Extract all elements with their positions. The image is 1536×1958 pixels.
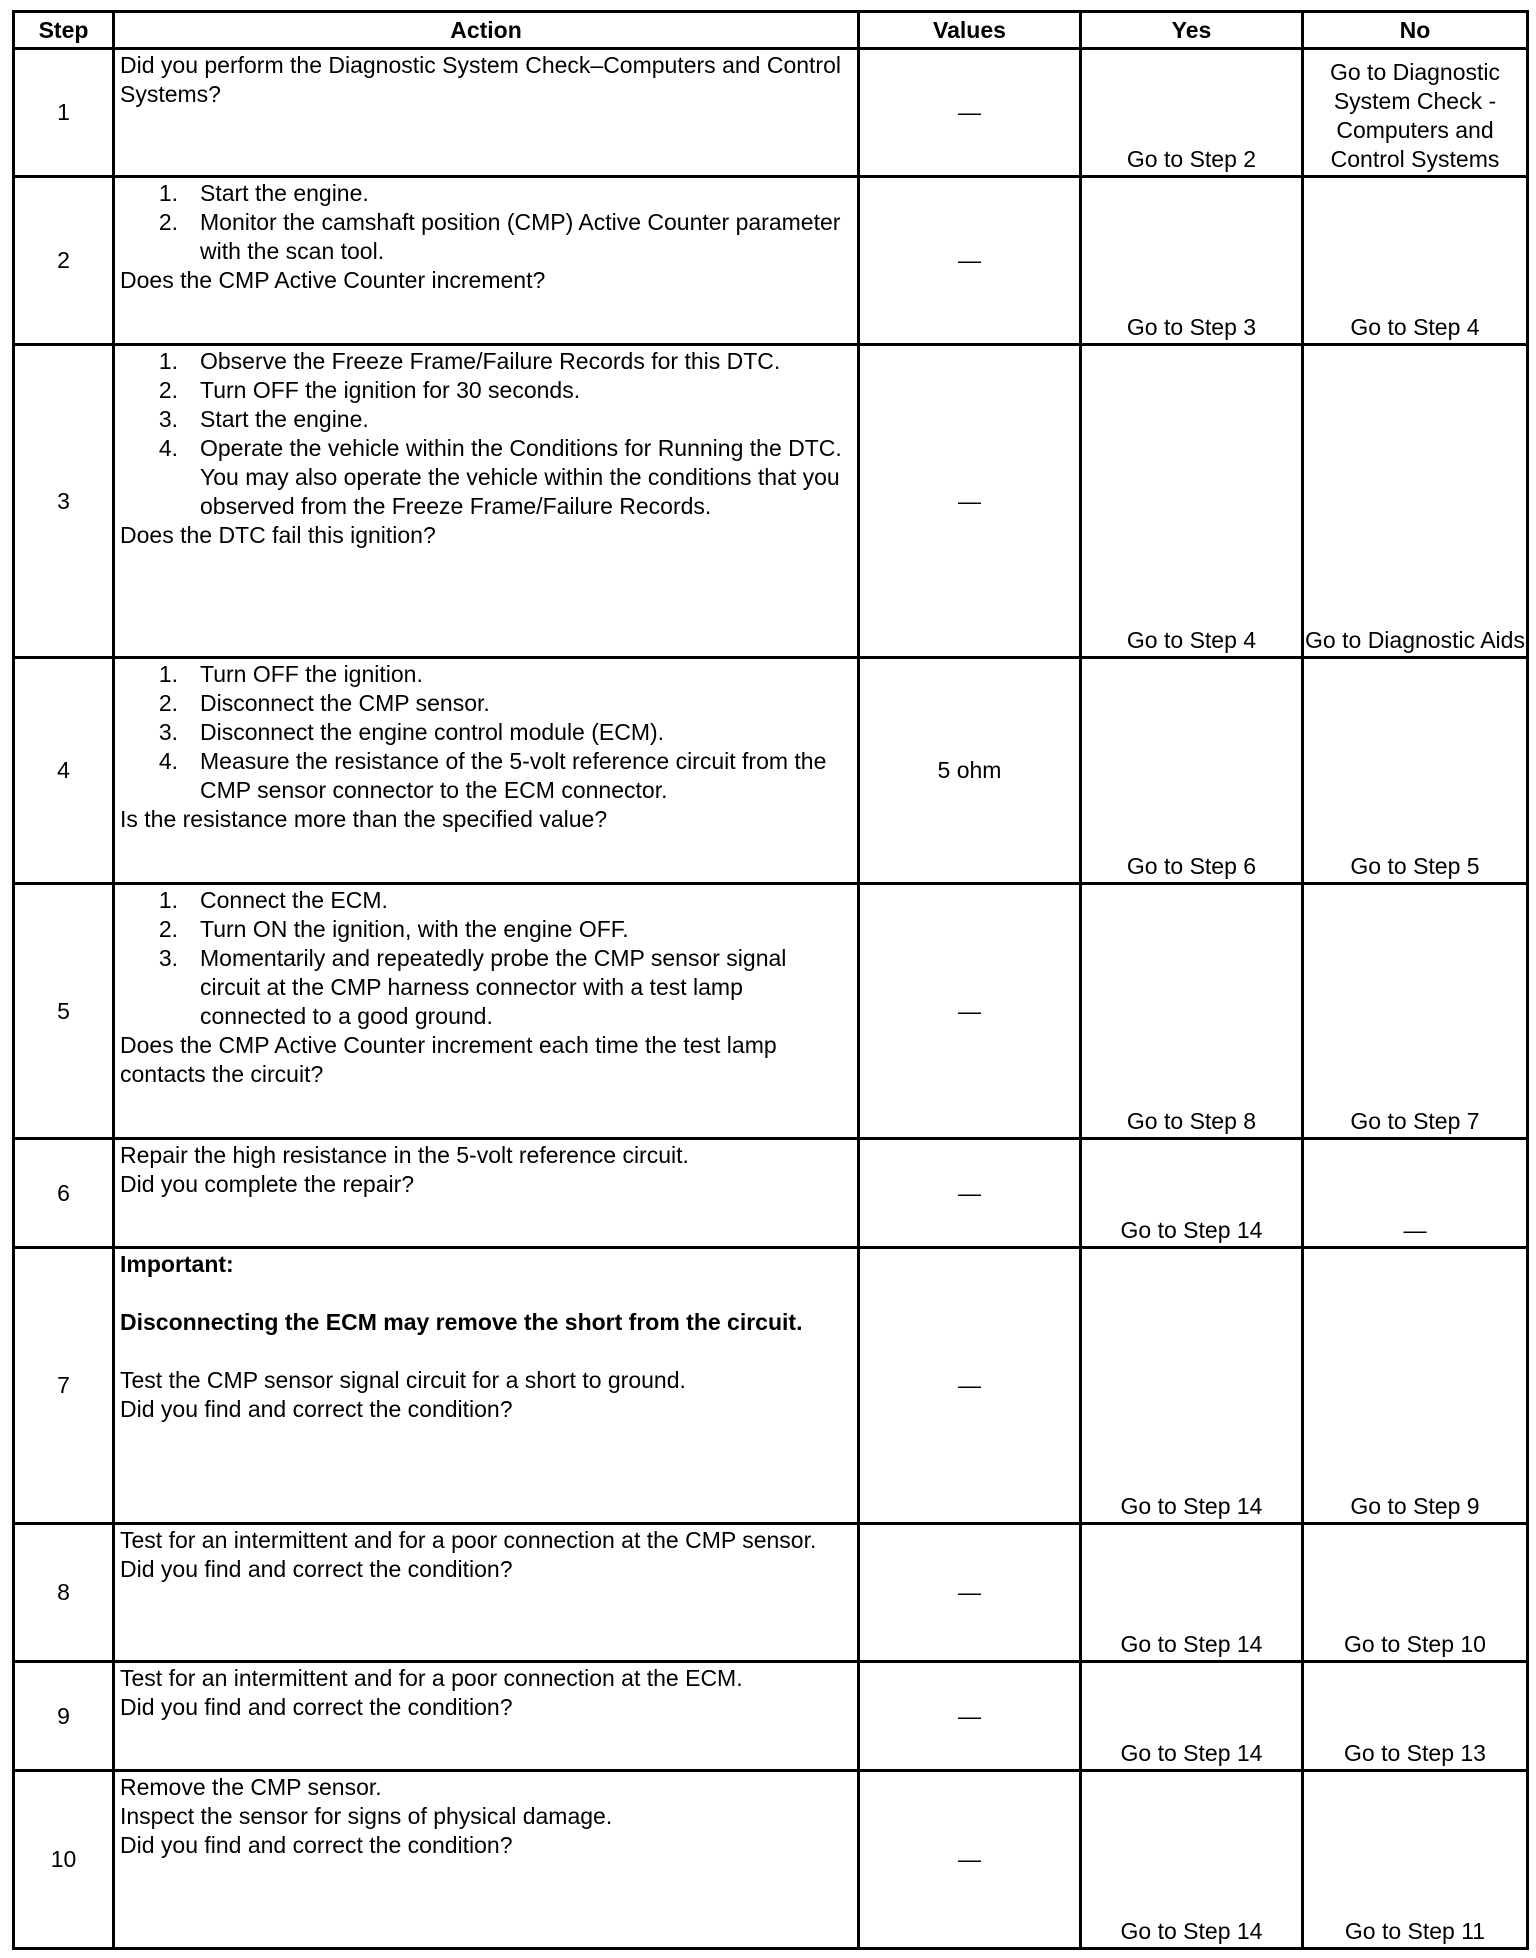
step-number: 8 bbox=[14, 1524, 114, 1662]
important-label: Important: bbox=[120, 1251, 234, 1277]
diagnostic-table bbox=[12, 10, 1529, 1950]
no-cell: Go to Step 13 bbox=[1303, 1662, 1528, 1771]
important-block bbox=[120, 1250, 851, 1395]
list-item: 1. Connect the ECM. bbox=[158, 887, 388, 913]
step-number: 10 bbox=[14, 1771, 114, 1949]
list-item: 1. Turn OFF the ignition. bbox=[158, 661, 423, 687]
step-number: 4 bbox=[14, 658, 114, 884]
action-text: Test the CMP sensor signal circuit for a short to ground. bbox=[120, 1367, 686, 1393]
step-number: 6 bbox=[14, 1139, 114, 1248]
no-cell: Go to Step 7 bbox=[1303, 884, 1528, 1139]
yes-cell: Go to Step 3 bbox=[1081, 177, 1303, 345]
yes-cell: Go to Step 14 bbox=[1081, 1524, 1303, 1662]
table-row bbox=[14, 1662, 1528, 1771]
yes-cell: Go to Step 8 bbox=[1081, 884, 1303, 1139]
no-cell: Go to Diagnostic System Check - Computers and Control Systems bbox=[1303, 49, 1528, 177]
action-question: Did you find and correct the condition? bbox=[120, 1832, 513, 1858]
step-number: 5 bbox=[14, 884, 114, 1139]
value-cell: — bbox=[859, 1139, 1081, 1248]
action-cell bbox=[114, 1662, 859, 1771]
table-row bbox=[14, 1771, 1528, 1949]
yes-cell: Go to Step 14 bbox=[1081, 1139, 1303, 1248]
action-cell bbox=[114, 345, 859, 658]
no-cell: Go to Step 10 bbox=[1303, 1524, 1528, 1662]
step-number: 7 bbox=[14, 1248, 114, 1524]
value-cell: — bbox=[859, 884, 1081, 1139]
action-steps-list bbox=[120, 660, 851, 805]
action-cell bbox=[114, 884, 859, 1139]
no-cell: Go to Step 4 bbox=[1303, 177, 1528, 345]
yes-cell: Go to Step 14 bbox=[1081, 1662, 1303, 1771]
value-cell: — bbox=[859, 1248, 1081, 1524]
action-question: Does the DTC fail this ignition? bbox=[120, 522, 436, 548]
action-question: Does the CMP Active Counter increment each time the test lamp contacts the circuit? bbox=[120, 1032, 777, 1087]
step-number: 3 bbox=[14, 345, 114, 658]
action-steps-list bbox=[120, 347, 851, 521]
list-item: 3. Start the engine. bbox=[158, 406, 369, 432]
list-item: 2. Disconnect the CMP sensor. bbox=[158, 690, 490, 716]
action-steps-list bbox=[120, 179, 851, 266]
important-text: Disconnecting the ECM may remove the short from the circuit. bbox=[120, 1309, 803, 1335]
yes-cell: Go to Step 14 bbox=[1081, 1771, 1303, 1949]
header-step: Step bbox=[14, 12, 114, 49]
action-cell bbox=[114, 49, 859, 177]
table-header-row bbox=[14, 12, 1528, 49]
table-row bbox=[14, 884, 1528, 1139]
action-cell bbox=[114, 177, 859, 345]
action-question: Did you find and correct the condition? bbox=[120, 1556, 513, 1582]
step-number: 9 bbox=[14, 1662, 114, 1771]
action-cell bbox=[114, 1771, 859, 1949]
action-text: Test for an intermittent and for a poor connection at the ECM. bbox=[120, 1665, 743, 1691]
list-item: 2. Monitor the camshaft position (CMP) Active Counter parameter with the scan tool. bbox=[158, 209, 841, 264]
action-cell bbox=[114, 1248, 859, 1524]
table-row bbox=[14, 1139, 1528, 1248]
action-text-inspect: Inspect the sensor for signs of physical damage. bbox=[120, 1803, 613, 1829]
step-number: 1 bbox=[14, 49, 114, 177]
table-row bbox=[14, 177, 1528, 345]
action-question: Did you find and correct the condition? bbox=[120, 1396, 513, 1422]
action-cell bbox=[114, 1139, 859, 1248]
value-cell: — bbox=[859, 1662, 1081, 1771]
action-steps-list bbox=[120, 886, 851, 1031]
action-text: Repair the high resistance in the 5-volt reference circuit. bbox=[120, 1142, 689, 1168]
list-item: 1. Observe the Freeze Frame/Failure Records for this DTC. bbox=[158, 348, 781, 374]
action-question: Did you find and correct the condition? bbox=[120, 1694, 513, 1720]
list-item: 3. Momentarily and repeatedly probe the CMP sensor signal circuit at the CMP harness connector with a test lamp connected to a good ground. bbox=[158, 945, 787, 1029]
table-row bbox=[14, 1524, 1528, 1662]
value-cell: — bbox=[859, 49, 1081, 177]
value-cell: — bbox=[859, 1524, 1081, 1662]
no-cell: Go to Diagnostic Aids bbox=[1303, 345, 1528, 658]
value-cell: — bbox=[859, 177, 1081, 345]
no-cell: Go to Step 11 bbox=[1303, 1771, 1528, 1949]
list-item: 1. Start the engine. bbox=[158, 180, 369, 206]
header-action: Action bbox=[114, 12, 859, 49]
action-text: Did you perform the Diagnostic System Check–Computers and Control Systems? bbox=[120, 52, 841, 107]
action-question: Does the CMP Active Counter increment? bbox=[120, 267, 546, 293]
value-cell: 5 ohm bbox=[859, 658, 1081, 884]
yes-cell: Go to Step 2 bbox=[1081, 49, 1303, 177]
no-cell: Go to Step 5 bbox=[1303, 658, 1528, 884]
no-cell: Go to Step 9 bbox=[1303, 1248, 1528, 1524]
yes-cell: Go to Step 6 bbox=[1081, 658, 1303, 884]
step-number: 2 bbox=[14, 177, 114, 345]
action-text: Remove the CMP sensor. bbox=[120, 1774, 382, 1800]
action-cell bbox=[114, 1524, 859, 1662]
action-text: Test for an intermittent and for a poor connection at the CMP sensor. bbox=[120, 1527, 817, 1553]
yes-cell: Go to Step 4 bbox=[1081, 345, 1303, 658]
list-item: 3. Disconnect the engine control module (ECM). bbox=[158, 719, 665, 745]
action-cell bbox=[114, 658, 859, 884]
table-row bbox=[14, 1248, 1528, 1524]
table-row bbox=[14, 49, 1528, 177]
action-question: Is the resistance more than the specified value? bbox=[120, 806, 608, 832]
table-row bbox=[14, 345, 1528, 658]
header-values: Values bbox=[859, 12, 1081, 49]
list-item: 2. Turn OFF the ignition for 30 seconds. bbox=[158, 377, 581, 403]
list-item: 4. Operate the vehicle within the Conditions for Running the DTC. You may also operate the vehicle within the conditions that you observed from the Freeze Frame/Failure Records. bbox=[158, 435, 842, 519]
header-yes: Yes bbox=[1081, 12, 1303, 49]
action-question: Did you complete the repair? bbox=[120, 1171, 415, 1197]
list-item: 2. Turn ON the ignition, with the engine OFF. bbox=[158, 916, 629, 942]
list-item: 4. Measure the resistance of the 5-volt reference circuit from the CMP sensor connector to the ECM connector. bbox=[158, 748, 827, 803]
yes-cell: Go to Step 14 bbox=[1081, 1248, 1303, 1524]
table-row bbox=[14, 658, 1528, 884]
value-cell: — bbox=[859, 1771, 1081, 1949]
no-cell: — bbox=[1303, 1139, 1528, 1248]
value-cell: — bbox=[859, 345, 1081, 658]
header-no: No bbox=[1303, 12, 1528, 49]
